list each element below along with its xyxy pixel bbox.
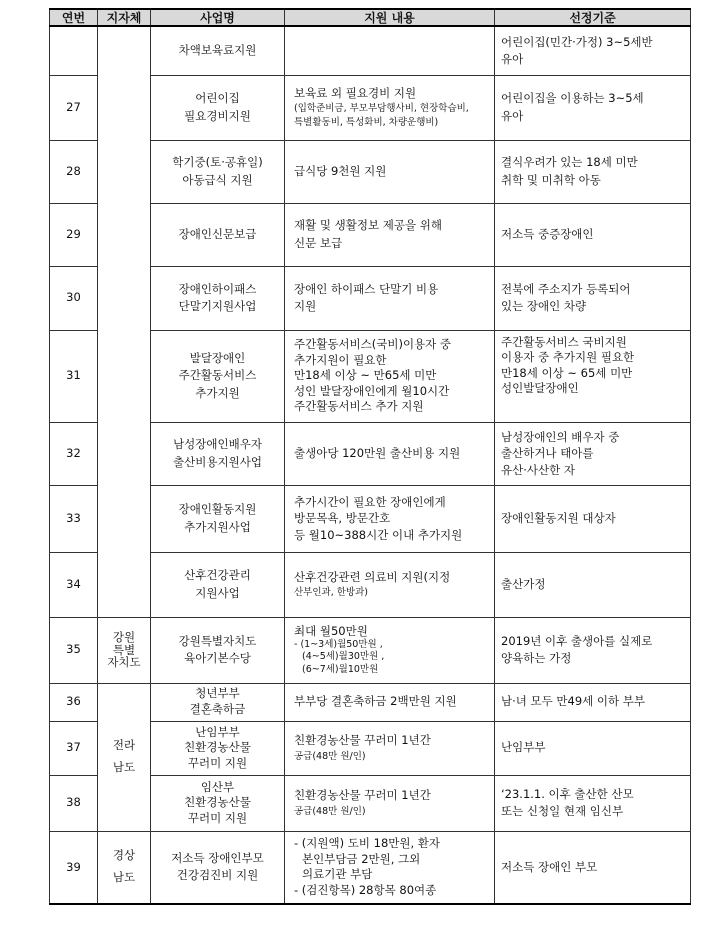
support-line: 추가지원이 필요한 <box>294 352 387 367</box>
program-name <box>151 831 285 904</box>
table-row <box>50 617 691 683</box>
selection-criteria <box>495 775 691 831</box>
criteria-line: 어린이집(민간·가정) 3~5세반 <box>501 34 653 49</box>
criteria-line: 난임부부 <box>501 740 546 755</box>
region-jeonnam <box>98 683 151 831</box>
program-name-line: 저소득 장애인부모 <box>171 851 264 865</box>
row-number: 38 <box>50 775 98 831</box>
support-line: 주간활동서비스(국비)이용자 중 <box>294 337 452 352</box>
criteria-line: 양육하는 가정 <box>501 651 572 665</box>
criteria-line: 남성장애인의 배우자 중 <box>501 430 620 445</box>
support-content <box>285 266 495 330</box>
support-line: 등 월10~388시간 이내 추가지원 <box>294 527 463 542</box>
row-number: 29 <box>50 203 98 266</box>
criteria-line: 2019년 이후 출생아를 실제로 <box>501 633 653 648</box>
program-name <box>151 617 285 683</box>
row-number: 31 <box>50 330 98 422</box>
region-gyeongnam <box>98 831 151 904</box>
program-name <box>151 422 285 485</box>
support-line: - (지원액) 도비 18만원, 환자 <box>294 836 441 851</box>
program-name <box>151 552 285 617</box>
criteria-line: 주간활동서비스 국비지원 <box>501 334 627 349</box>
support-line: 부부당 결혼축하금 2백만원 지원 <box>294 694 457 709</box>
program-name <box>151 26 285 75</box>
support-line: 만18세 이상 ~ 만65세 미만 <box>294 368 437 383</box>
header-no: 연번 <box>50 9 98 26</box>
criteria-line: 취학 및 미취학 아동 <box>501 172 601 187</box>
program-name-line: 강원특별자치도 <box>178 633 257 648</box>
support-line: 친환경농산물 꾸러미 1년간 <box>294 733 431 748</box>
header-criteria: 선정기준 <box>495 9 691 26</box>
criteria-line: 성인발달장애인 <box>501 381 579 396</box>
support-line: 보육료 외 필요경비 지원 <box>294 85 417 100</box>
support-line: 특별활동비, 특성화비, 차량운행비) <box>294 117 439 129</box>
support-content <box>285 422 495 485</box>
program-name-line: 친환경농산물 <box>184 740 251 755</box>
program-name-line: 추가지원사업 <box>184 519 251 534</box>
selection-criteria <box>495 721 691 775</box>
row-number: 27 <box>50 75 98 140</box>
program-name-line: 학기중(토·공휴일) <box>172 155 263 170</box>
program-name <box>151 721 285 775</box>
support-content <box>285 203 495 266</box>
criteria-line: 유산·사산한 자 <box>501 462 575 477</box>
program-name-line: 산후건강관리 <box>184 568 251 583</box>
support-line: 장애인 하이패스 단말기 비용 <box>294 281 439 296</box>
criteria-line: 또는 신청일 현재 임신부 <box>501 804 624 818</box>
program-name <box>151 330 285 422</box>
support-content <box>285 75 495 140</box>
support-line: 성인 발달장애인에게 월10시간 <box>294 383 450 398</box>
row-number: 36 <box>50 683 98 721</box>
support-line: 출생아당 120만원 출산비용 지원 <box>294 445 461 460</box>
support-line: 공급(48만 원/인) <box>294 750 366 762</box>
support-line: 친환경농산물 꾸러미 1년간 <box>294 788 431 803</box>
region-gangwon <box>98 617 151 683</box>
support-line: 의료기관 부담 <box>302 867 373 882</box>
support-line: - (검진항목) 28항목 80여종 <box>294 882 437 897</box>
support-content <box>285 617 495 683</box>
selection-criteria <box>495 140 691 203</box>
support-line: 지원 <box>294 299 317 313</box>
selection-criteria <box>495 617 691 683</box>
support-line: 산부인과, 한방과) <box>294 587 368 598</box>
program-name <box>151 203 285 266</box>
program-name-line: 장애인활동지원 <box>178 502 257 517</box>
program-name <box>151 485 285 552</box>
criteria-line: 저소득 중증장애인 <box>501 226 594 241</box>
support-line: (6~7세)월10만원 <box>302 663 379 675</box>
row-number: 37 <box>50 721 98 775</box>
program-name-line: 차액보육료지원 <box>178 43 257 58</box>
selection-criteria <box>495 203 691 266</box>
support-line: 방문목욕, 방문간호 <box>294 511 391 526</box>
criteria-line: 전북에 주소지가 등록되어 <box>501 281 631 296</box>
support-line: 추가시간이 필요한 장애인에게 <box>294 495 446 510</box>
program-name-line: 꾸러미 지원 <box>187 810 248 825</box>
support-line: 재활 및 생활정보 제공을 위해 <box>294 218 442 233</box>
table-row <box>50 26 691 75</box>
header-support: 지원 내용 <box>285 9 495 26</box>
criteria-line: 어린이집을 이용하는 3~5세 <box>501 91 644 106</box>
row-number: 39 <box>50 831 98 904</box>
program-name-line: 어린이집 <box>195 91 240 106</box>
criteria-line: ‘23.1.1. 이후 출산한 산모 <box>501 786 634 801</box>
support-content <box>285 26 495 75</box>
selection-criteria <box>495 552 691 617</box>
program-name-line: 장애인신문보급 <box>178 226 257 241</box>
criteria-line: 남·녀 모두 만49세 이하 부부 <box>501 694 645 709</box>
program-name-line: 장애인하이패스 <box>178 281 257 296</box>
support-line: 본인부담금 2만원, 그외 <box>302 851 421 866</box>
program-name-line: 청년부부 <box>195 686 240 701</box>
header-program: 사업명 <box>151 9 285 26</box>
selection-criteria <box>495 485 691 552</box>
support-content <box>285 721 495 775</box>
support-program-table-container <box>49 8 690 905</box>
program-name <box>151 266 285 330</box>
support-line: (입학준비금, 부모부담행사비, 현장학습비, <box>294 102 469 114</box>
program-name-line: 지원사업 <box>195 585 240 600</box>
program-name <box>151 75 285 140</box>
support-line: 신문 보급 <box>294 235 343 250</box>
table-row <box>50 683 691 721</box>
support-content <box>285 683 495 721</box>
program-name-line: 아동급식 지원 <box>182 172 253 187</box>
row-number: 30 <box>50 266 98 330</box>
header-row <box>50 9 691 26</box>
header-region: 지자체 <box>98 9 151 26</box>
row-number: 33 <box>50 485 98 552</box>
criteria-line: 만18세 이상 ~ 65세 미만 <box>501 365 633 380</box>
criteria-line: 장애인활동지원 대상자 <box>501 510 616 525</box>
program-name-line: 결혼축하금 <box>189 702 246 716</box>
program-name <box>151 775 285 831</box>
region-line: 강원 <box>112 630 136 645</box>
selection-criteria <box>495 266 691 330</box>
program-name-line: 임산부 <box>200 779 235 794</box>
program-name-line: 남성장애인배우자 <box>173 437 262 452</box>
program-name-line: 필요경비지원 <box>184 108 251 123</box>
program-name-line: 육아기본수당 <box>184 651 251 665</box>
row-number: 35 <box>50 617 98 683</box>
criteria-line: 결식우려가 있는 18세 미만 <box>501 155 638 170</box>
region-line: 특별 <box>112 642 136 657</box>
region-line: 남도 <box>112 870 136 885</box>
selection-criteria <box>495 75 691 140</box>
support-line: 공급(48만 원/인) <box>294 805 366 817</box>
criteria-line: 있는 장애인 차량 <box>501 299 587 313</box>
program-name-line: 주간활동서비스 <box>178 368 257 383</box>
support-content <box>285 140 495 203</box>
region-line: 전라 <box>112 738 136 753</box>
row-number <box>50 26 98 75</box>
criteria-line: 이용자 중 추가지원 필요한 <box>501 350 635 365</box>
region-line: 자치도 <box>107 655 141 670</box>
support-content <box>285 775 495 831</box>
criteria-line: 저소득 장애인 부모 <box>501 859 598 874</box>
program-name-line: 꾸러미 지원 <box>187 755 248 770</box>
program-name-line: 건강검진비 지원 <box>176 868 259 883</box>
selection-criteria <box>495 831 691 904</box>
region-cell-blank <box>98 26 151 617</box>
program-name <box>151 140 285 203</box>
table-row <box>50 831 691 904</box>
program-name-line: 난임부부 <box>195 724 240 739</box>
support-line: (4~5세)월30만원 , <box>302 651 385 663</box>
support-content <box>285 330 495 422</box>
row-number: 28 <box>50 140 98 203</box>
support-line: 최대 월50만원 <box>294 624 368 639</box>
program-name-line: 단말기지원사업 <box>178 299 257 313</box>
support-line: 산후건강관련 의료비 지원(지정 <box>294 569 451 584</box>
program-name-line: 친환경농산물 <box>184 795 251 810</box>
program-name <box>151 683 285 721</box>
support-program-table <box>49 8 691 905</box>
program-name-line: 추가지원 <box>195 385 240 400</box>
selection-criteria <box>495 26 691 75</box>
criteria-line: 유아 <box>501 108 524 123</box>
region-line: 경상 <box>112 848 136 863</box>
support-line: - (1~3세)월50만원 , <box>294 638 383 650</box>
criteria-line: 출산가정 <box>501 576 546 591</box>
row-number: 32 <box>50 422 98 485</box>
support-content <box>285 831 495 904</box>
support-line: 급식당 9천원 지원 <box>294 163 387 178</box>
support-line: 주간활동서비스 추가 지원 <box>294 399 424 414</box>
criteria-line: 유아 <box>501 51 524 66</box>
region-line: 남도 <box>112 760 136 774</box>
support-content <box>285 485 495 552</box>
selection-criteria <box>495 330 691 422</box>
program-name-line: 발달장애인 <box>189 351 246 366</box>
program-name-line: 출산비용지원사업 <box>173 454 262 469</box>
row-number: 34 <box>50 552 98 617</box>
selection-criteria <box>495 422 691 485</box>
selection-criteria <box>495 683 691 721</box>
support-content <box>285 552 495 617</box>
criteria-line: 출산하거나 태아를 <box>501 446 594 461</box>
